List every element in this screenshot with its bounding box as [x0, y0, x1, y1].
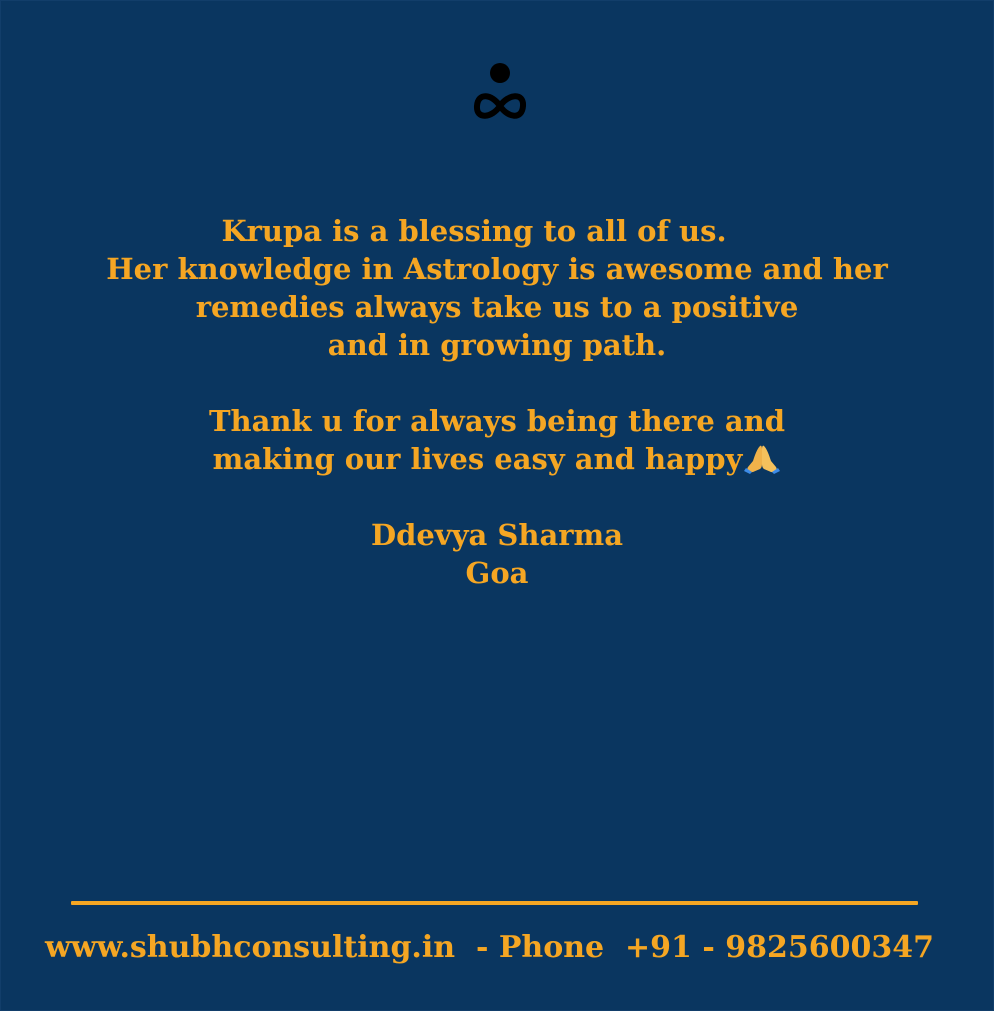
quote-line-3: remedies always take us to a positive: [195, 290, 799, 324]
quote-line-5: Thank u for always being there and: [208, 404, 786, 438]
author-name: Ddevya Sharma: [370, 518, 624, 552]
quote-line-4: and in growing path.: [327, 328, 667, 362]
quote-line-1: Krupa is a blessing to all of us.: [221, 214, 727, 248]
footer-divider: [71, 901, 918, 905]
paragraph-gap: [0, 364, 994, 402]
paragraph-gap: [0, 478, 994, 516]
om-logo-icon: [470, 60, 530, 126]
quote-line-6: [0, 440, 994, 478]
testimonial-quote: [0, 212, 994, 592]
quote-line-2: Her knowledge in Astrology is awesome and her: [106, 252, 888, 286]
author-location: Goa: [465, 556, 529, 590]
quote-line-6-text: making our lives easy and happy: [212, 442, 743, 476]
praying-hands-icon: [743, 443, 781, 475]
footer-contact: www.shubhconsulting.in - Phone +91 - 9825600347: [45, 930, 934, 965]
